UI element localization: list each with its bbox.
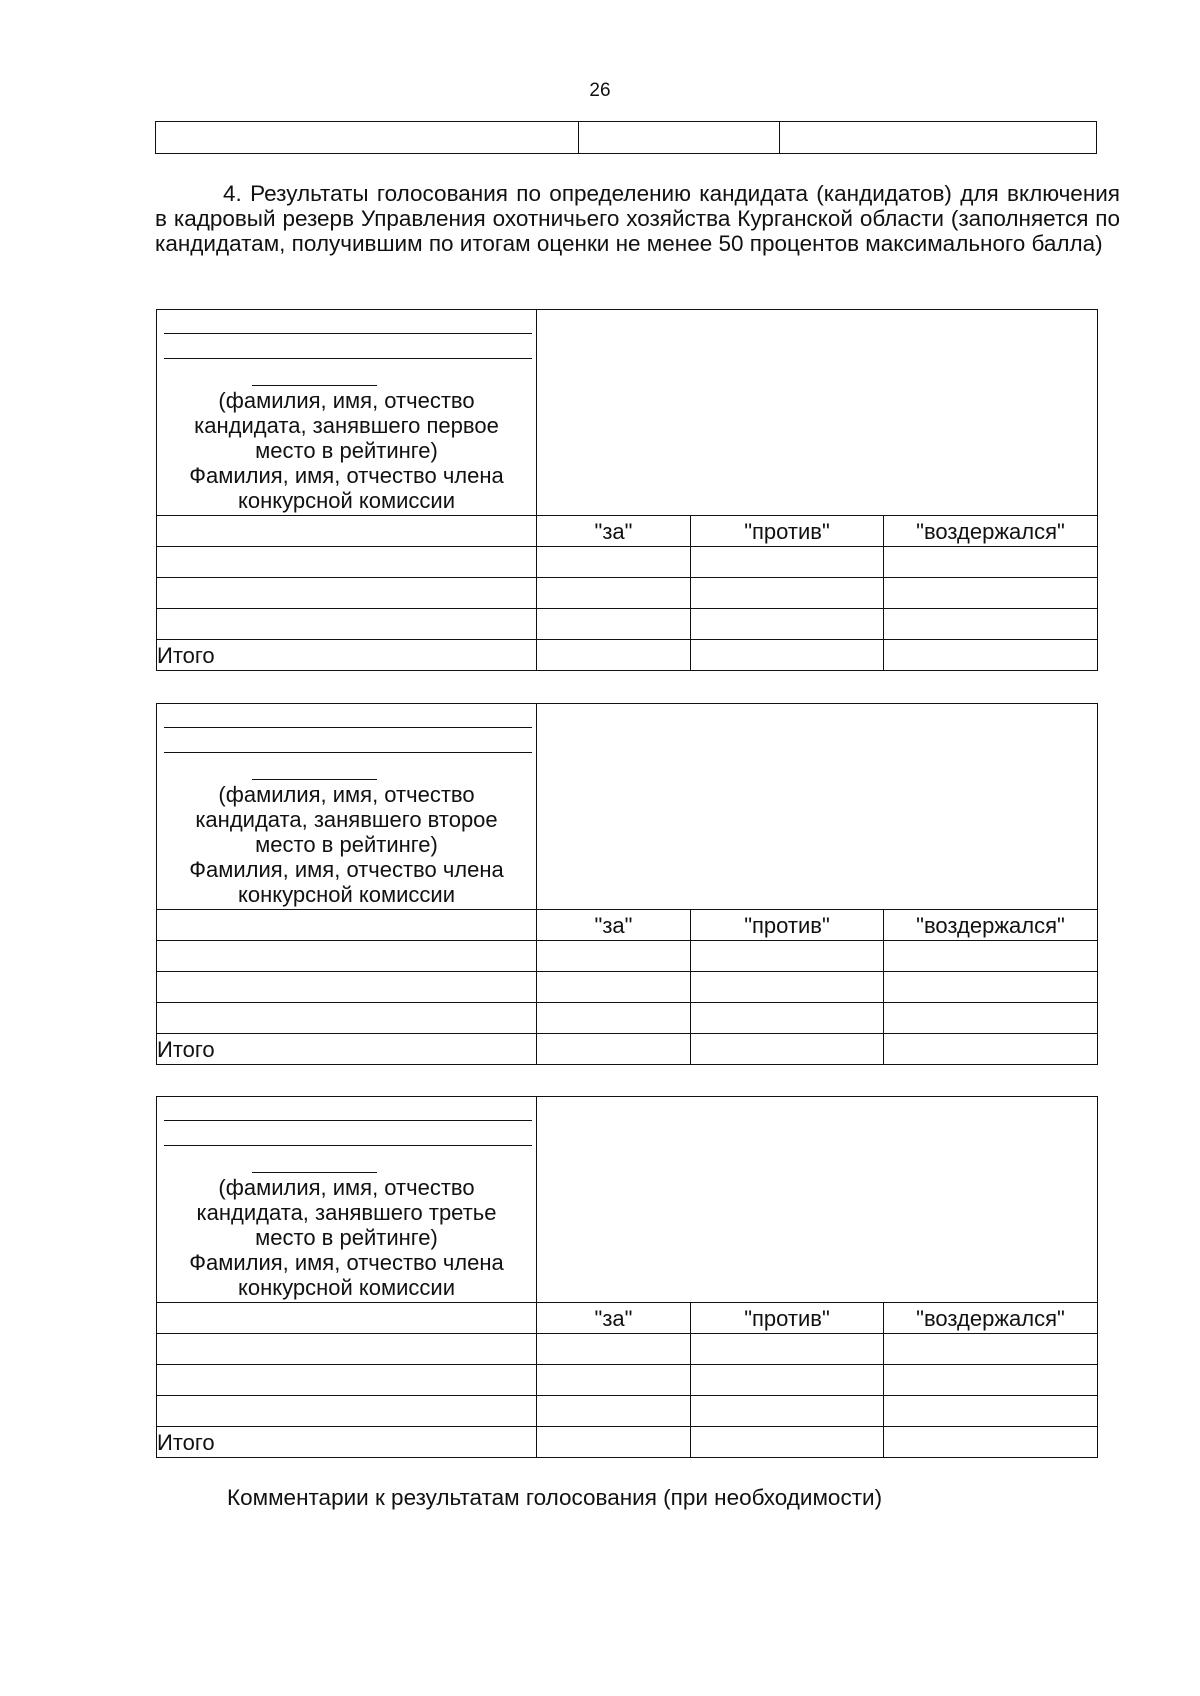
total-label: Итого: [157, 1427, 537, 1458]
vote-against-cell[interactable]: [691, 1334, 884, 1365]
vote-against-header: "против": [691, 910, 884, 941]
member-name-cell[interactable]: [157, 609, 537, 640]
vote-for-cell[interactable]: [537, 1365, 691, 1396]
vote-for-header: "за": [537, 910, 691, 941]
member-name-cell[interactable]: [157, 547, 537, 578]
total-against-cell[interactable]: [691, 1427, 884, 1458]
member-name-cell[interactable]: [157, 1365, 537, 1396]
fill-line: [252, 385, 377, 386]
candidate-caption: (фамилия, имя, отчество кандидата, занявшего второе место в рейтинге) Фамилия, имя, отчество члена конкурсной комиссии: [189, 782, 504, 907]
member-name-cell[interactable]: [157, 1003, 537, 1034]
vote-abstain-cell[interactable]: [884, 547, 1098, 578]
total-row: [157, 1427, 1098, 1458]
member-name-cell[interactable]: [157, 1303, 537, 1334]
table-row: [157, 1334, 1098, 1365]
section-4-intro: 4. Результаты голосования по определению кандидата (кандидатов) для включения в кадровый резерв Управления охотничьего хозяйства Курганской области (заполняется по кандидатам, получившим по итогам оценки не менее 50 процентов максимального балла): [155, 181, 1120, 256]
table-row: [157, 1365, 1098, 1396]
table-row: [157, 547, 1098, 578]
member-name-cell[interactable]: [157, 1396, 537, 1427]
fill-line: [164, 752, 532, 753]
fill-line: [164, 333, 532, 334]
fill-line: [252, 1172, 377, 1173]
vote-against-cell[interactable]: [691, 1396, 884, 1427]
fill-line: [252, 779, 377, 780]
vote-for-cell[interactable]: [537, 1396, 691, 1427]
vote-header-row: [157, 910, 1098, 941]
table-row: [157, 941, 1098, 972]
vote-abstain-header: "воздержался": [884, 516, 1098, 547]
empty-header-area: [537, 310, 1098, 516]
vote-for-header: "за": [537, 1303, 691, 1334]
table-row: [157, 1396, 1098, 1427]
member-name-cell[interactable]: [157, 516, 537, 547]
total-for-cell[interactable]: [537, 640, 691, 671]
candidate-name-cell[interactable]: [157, 704, 537, 910]
candidate-name-cell[interactable]: [157, 1097, 537, 1303]
candidate-name-cell[interactable]: [157, 310, 537, 516]
vote-against-header: "против": [691, 516, 884, 547]
comments-heading: Комментарии к результатам голосования (при необходимости): [227, 1485, 883, 1510]
candidate-caption: (фамилия, имя, отчество кандидата, занявшего первое место в рейтинге) Фамилия, имя, отчество члена конкурсной комиссии: [189, 388, 504, 513]
member-name-cell[interactable]: [157, 941, 537, 972]
table-row: [156, 122, 1097, 154]
total-abstain-cell[interactable]: [884, 640, 1098, 671]
table-row: [157, 609, 1098, 640]
fill-line: [164, 727, 532, 728]
candidate-caption: (фамилия, имя, отчество кандидата, занявшего третье место в рейтинге) Фамилия, имя, отчество члена конкурсной комиссии: [189, 1175, 504, 1300]
total-for-cell[interactable]: [537, 1427, 691, 1458]
vote-abstain-cell[interactable]: [884, 972, 1098, 1003]
vote-header-row: [157, 516, 1098, 547]
vote-for-header: "за": [537, 516, 691, 547]
vote-against-cell[interactable]: [691, 609, 884, 640]
vote-against-header: "против": [691, 1303, 884, 1334]
vote-table-third-place: [156, 1096, 1098, 1458]
total-for-cell[interactable]: [537, 1034, 691, 1065]
table-header-row: [157, 704, 1098, 910]
member-name-cell[interactable]: [157, 578, 537, 609]
vote-against-cell[interactable]: [691, 941, 884, 972]
member-name-cell[interactable]: [157, 1334, 537, 1365]
member-name-cell[interactable]: [157, 910, 537, 941]
page-number: 26: [589, 80, 611, 101]
vote-for-cell[interactable]: [537, 941, 691, 972]
total-label: Итого: [157, 1034, 537, 1065]
vote-abstain-header: "воздержался": [884, 910, 1098, 941]
vote-abstain-cell[interactable]: [884, 609, 1098, 640]
vote-for-cell[interactable]: [537, 972, 691, 1003]
total-abstain-cell[interactable]: [884, 1034, 1098, 1065]
vote-for-cell[interactable]: [537, 578, 691, 609]
total-label: Итого: [157, 640, 537, 671]
table-header-row: [157, 1097, 1098, 1303]
vote-for-cell[interactable]: [537, 1003, 691, 1034]
member-name-cell[interactable]: [157, 972, 537, 1003]
fill-line: [164, 1120, 532, 1121]
fill-line: [164, 358, 532, 359]
vote-header-row: [157, 1303, 1098, 1334]
vote-abstain-cell[interactable]: [884, 941, 1098, 972]
total-row: [157, 1034, 1098, 1065]
table-header-row: [157, 310, 1098, 516]
empty-header-area: [537, 1097, 1098, 1303]
vote-against-cell[interactable]: [691, 547, 884, 578]
carryover-table: [155, 121, 1097, 154]
vote-table-first-place: [156, 309, 1098, 671]
vote-abstain-cell[interactable]: [884, 578, 1098, 609]
table-cell[interactable]: [156, 122, 579, 154]
vote-table-second-place: [156, 703, 1098, 1065]
vote-abstain-header: "воздержался": [884, 1303, 1098, 1334]
vote-abstain-cell[interactable]: [884, 1365, 1098, 1396]
table-row: [157, 972, 1098, 1003]
vote-for-cell[interactable]: [537, 547, 691, 578]
table-row: [157, 1003, 1098, 1034]
table-cell[interactable]: [578, 122, 780, 154]
total-against-cell[interactable]: [691, 1034, 884, 1065]
total-against-cell[interactable]: [691, 640, 884, 671]
vote-against-cell[interactable]: [691, 1365, 884, 1396]
empty-header-area: [537, 704, 1098, 910]
vote-against-cell[interactable]: [691, 972, 884, 1003]
total-row: [157, 640, 1098, 671]
vote-for-cell[interactable]: [537, 609, 691, 640]
vote-for-cell[interactable]: [537, 1334, 691, 1365]
table-row: [157, 578, 1098, 609]
vote-abstain-cell[interactable]: [884, 1334, 1098, 1365]
table-cell[interactable]: [780, 122, 1097, 154]
vote-against-cell[interactable]: [691, 1003, 884, 1034]
total-abstain-cell[interactable]: [884, 1427, 1098, 1458]
vote-abstain-cell[interactable]: [884, 1003, 1098, 1034]
vote-against-cell[interactable]: [691, 578, 884, 609]
vote-abstain-cell[interactable]: [884, 1396, 1098, 1427]
fill-line: [164, 1145, 532, 1146]
